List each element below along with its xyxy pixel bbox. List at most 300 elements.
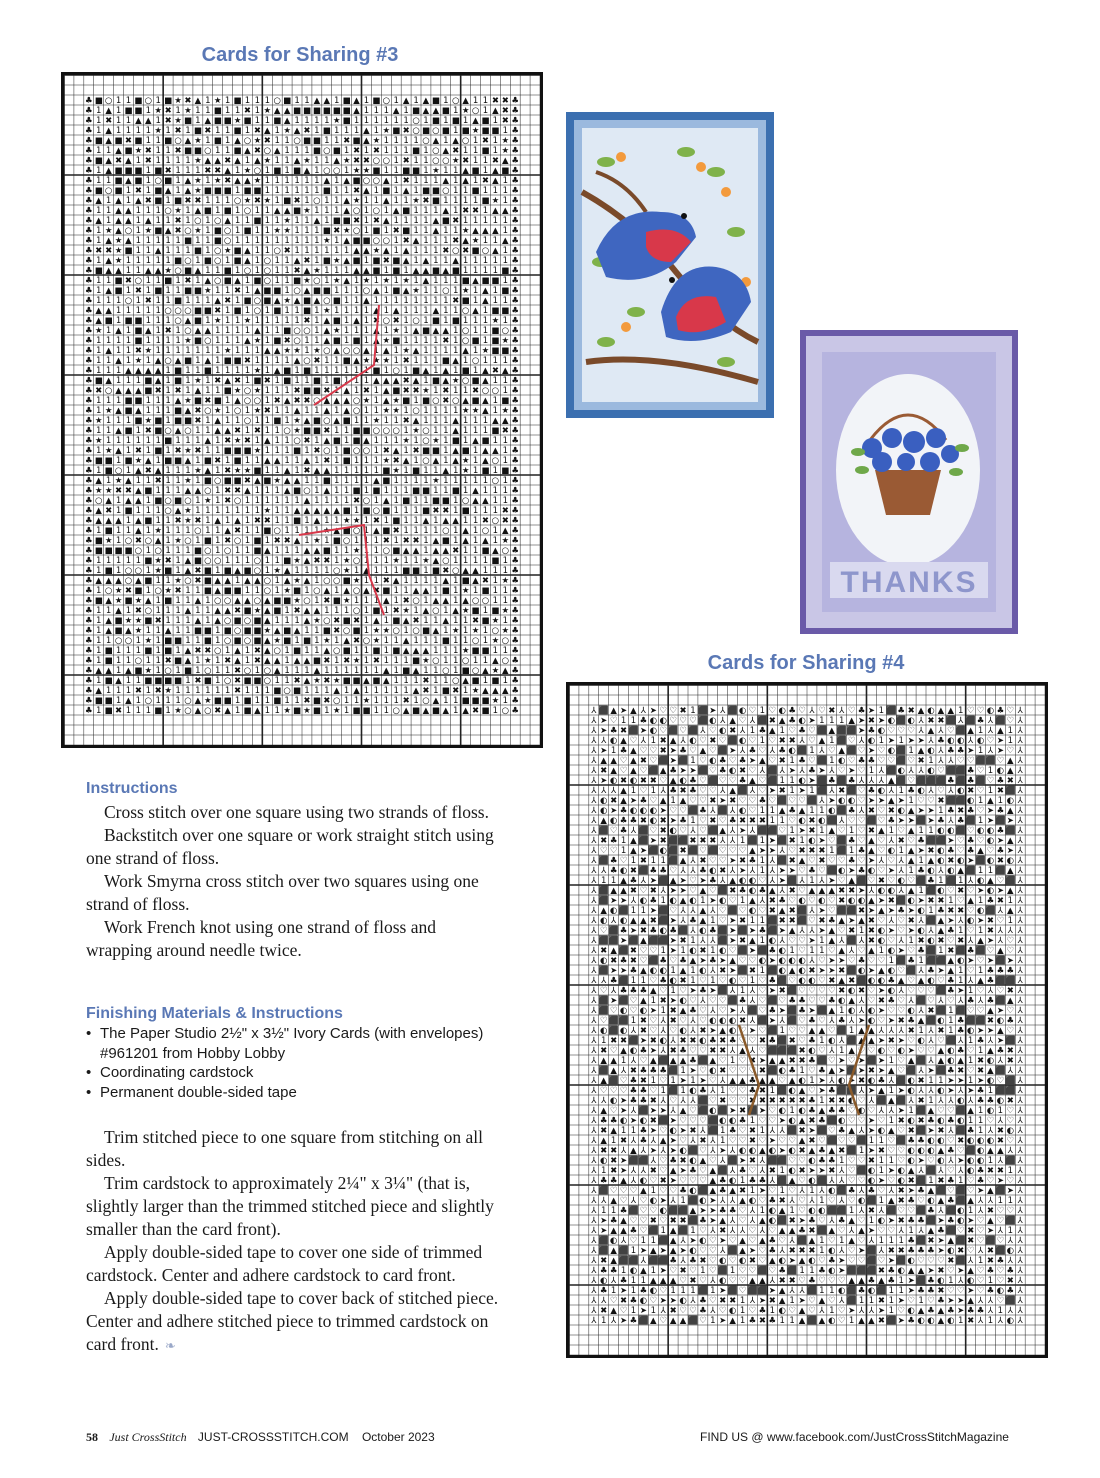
svg-text:▲: ▲ — [154, 465, 162, 476]
svg-text:■: ■ — [203, 205, 212, 216]
svg-text:1: 1 — [443, 415, 449, 426]
svg-text:1: 1 — [264, 565, 271, 576]
svg-text:♣: ♣ — [907, 785, 915, 796]
svg-text:★: ★ — [392, 465, 401, 476]
svg-text:◐: ◐ — [887, 985, 896, 996]
svg-text:★: ★ — [372, 355, 381, 366]
svg-text:✖: ✖ — [303, 315, 311, 326]
svg-text:○: ○ — [372, 505, 381, 516]
svg-text:1: 1 — [502, 435, 509, 446]
svg-text:♣: ♣ — [84, 125, 93, 136]
svg-text:★: ★ — [253, 335, 262, 346]
svg-text:♣: ♣ — [511, 675, 520, 686]
svg-text:★: ★ — [412, 425, 420, 436]
svg-text:➤: ➤ — [927, 1065, 935, 1076]
svg-text:■: ■ — [302, 425, 311, 436]
svg-text:⅄: ⅄ — [749, 715, 756, 726]
svg-text:▲: ▲ — [154, 245, 162, 256]
svg-text:♣: ♣ — [907, 955, 915, 966]
svg-text:⬛: ⬛ — [945, 1035, 957, 1046]
svg-text:1: 1 — [105, 275, 112, 286]
svg-text:⅄: ⅄ — [640, 875, 646, 886]
svg-text:⬛: ⬛ — [796, 905, 808, 916]
svg-text:◐: ◐ — [659, 715, 667, 726]
svg-text:1: 1 — [244, 525, 251, 536]
svg-text:✖: ✖ — [224, 175, 232, 186]
svg-text:■: ■ — [382, 185, 391, 196]
svg-text:▲: ▲ — [323, 335, 331, 346]
svg-text:○: ○ — [213, 215, 222, 226]
svg-text:◐: ◐ — [867, 865, 876, 876]
svg-text:1: 1 — [264, 95, 271, 106]
svg-text:♣: ♣ — [511, 135, 520, 146]
svg-text:♣: ♣ — [976, 715, 985, 726]
svg-text:1: 1 — [333, 305, 340, 316]
svg-text:1: 1 — [125, 685, 132, 696]
svg-text:■: ■ — [332, 435, 341, 446]
svg-text:1: 1 — [363, 105, 370, 116]
svg-text:⅄: ⅄ — [948, 1125, 954, 1136]
svg-text:■: ■ — [342, 575, 351, 586]
svg-text:1: 1 — [125, 115, 132, 126]
svg-text:✖: ✖ — [619, 725, 628, 736]
svg-text:1: 1 — [274, 195, 280, 206]
svg-text:★: ★ — [352, 545, 361, 556]
svg-text:✖: ✖ — [986, 1015, 995, 1026]
svg-text:⬛: ⬛ — [836, 905, 848, 916]
svg-text:■: ■ — [193, 145, 202, 156]
svg-text:1: 1 — [967, 1075, 974, 1086]
svg-text:⅄: ⅄ — [749, 785, 756, 796]
svg-text:♣: ♣ — [511, 695, 520, 706]
svg-text:▲: ▲ — [323, 405, 331, 416]
svg-text:♡: ♡ — [798, 1035, 806, 1046]
svg-text:1: 1 — [333, 285, 340, 296]
svg-text:■: ■ — [352, 255, 361, 266]
svg-text:✖: ✖ — [402, 155, 410, 166]
svg-text:■: ■ — [164, 645, 173, 656]
svg-text:✖: ✖ — [462, 155, 470, 166]
svg-text:1: 1 — [115, 335, 122, 346]
svg-text:■: ■ — [223, 475, 232, 486]
svg-text:♡: ♡ — [718, 915, 727, 926]
svg-text:1: 1 — [650, 785, 657, 796]
svg-text:1: 1 — [343, 305, 350, 316]
svg-text:✖: ✖ — [95, 245, 103, 256]
svg-text:1: 1 — [1007, 895, 1014, 906]
svg-text:♣: ♣ — [937, 735, 945, 746]
svg-text:■: ■ — [144, 555, 153, 566]
svg-text:1: 1 — [433, 585, 439, 596]
svg-text:✖: ✖ — [758, 1065, 766, 1076]
svg-text:♣: ♣ — [857, 755, 866, 766]
svg-text:1: 1 — [324, 705, 330, 716]
svg-text:➤: ➤ — [877, 795, 885, 806]
svg-text:♣: ♣ — [84, 535, 93, 546]
svg-text:♡: ♡ — [669, 905, 677, 916]
svg-text:○: ○ — [233, 195, 242, 206]
svg-text:1: 1 — [214, 435, 221, 446]
svg-text:♣: ♣ — [629, 985, 638, 996]
svg-text:○: ○ — [313, 195, 321, 206]
svg-text:⬛: ⬛ — [707, 1115, 719, 1126]
svg-text:■: ■ — [134, 335, 143, 346]
svg-text:♡: ♡ — [699, 815, 707, 826]
svg-text:1: 1 — [472, 535, 479, 546]
svg-text:⅄: ⅄ — [1017, 745, 1023, 756]
svg-text:⬛: ⬛ — [766, 775, 778, 786]
svg-text:1: 1 — [234, 235, 241, 246]
svg-text:✖: ✖ — [392, 315, 400, 326]
svg-text:1: 1 — [482, 355, 489, 366]
svg-text:♣: ♣ — [84, 625, 93, 636]
svg-text:1: 1 — [284, 185, 290, 196]
svg-text:1: 1 — [234, 265, 241, 276]
svg-text:1: 1 — [492, 295, 499, 306]
svg-text:■: ■ — [431, 495, 440, 506]
svg-text:▲: ▲ — [373, 325, 380, 336]
svg-text:1: 1 — [343, 425, 350, 436]
svg-text:▲: ▲ — [214, 585, 221, 596]
svg-text:★: ★ — [164, 685, 172, 696]
svg-text:1: 1 — [125, 445, 132, 456]
svg-text:♣: ♣ — [84, 305, 93, 316]
svg-text:★: ★ — [392, 325, 401, 336]
svg-text:⅄: ⅄ — [591, 955, 597, 966]
svg-text:1: 1 — [373, 455, 380, 466]
svg-text:⬛: ⬛ — [657, 1115, 669, 1126]
svg-text:1: 1 — [95, 285, 102, 296]
svg-text:1: 1 — [403, 685, 409, 696]
svg-text:○: ○ — [352, 405, 361, 416]
svg-text:■: ■ — [213, 105, 222, 116]
svg-text:■: ■ — [273, 115, 282, 126]
svg-text:■: ■ — [233, 95, 242, 106]
svg-text:♡: ♡ — [788, 935, 796, 946]
svg-text:1: 1 — [205, 615, 211, 626]
svg-text:⅄: ⅄ — [620, 1065, 627, 1076]
svg-text:■: ■ — [94, 155, 103, 166]
svg-text:1: 1 — [284, 495, 290, 506]
svg-text:✖: ✖ — [778, 735, 786, 746]
svg-text:♡: ♡ — [619, 1085, 628, 1096]
svg-text:✖: ✖ — [738, 765, 747, 776]
svg-text:➤: ➤ — [867, 1115, 876, 1126]
svg-text:▲: ▲ — [135, 195, 142, 206]
svg-text:▲: ▲ — [452, 425, 459, 436]
svg-text:◐: ◐ — [808, 1045, 816, 1056]
svg-text:1: 1 — [205, 415, 211, 426]
svg-text:✖: ✖ — [233, 285, 242, 296]
svg-text:♣: ♣ — [708, 955, 717, 966]
svg-text:▲: ▲ — [669, 875, 677, 886]
svg-text:■: ■ — [461, 365, 470, 376]
svg-text:▲: ▲ — [204, 115, 212, 126]
svg-text:1: 1 — [115, 365, 122, 376]
svg-text:✖: ✖ — [224, 435, 232, 446]
svg-text:▲: ▲ — [402, 95, 410, 106]
svg-text:★: ★ — [402, 275, 410, 286]
svg-text:⬛: ⬛ — [915, 1105, 927, 1116]
svg-text:○: ○ — [204, 335, 212, 346]
svg-text:♣: ♣ — [84, 555, 93, 566]
svg-text:➤: ➤ — [897, 1105, 905, 1116]
svg-text:♡: ♡ — [927, 795, 935, 806]
svg-text:▲: ▲ — [402, 645, 410, 656]
svg-text:1: 1 — [413, 275, 419, 286]
svg-text:▲: ▲ — [868, 895, 875, 906]
svg-text:1: 1 — [462, 215, 469, 226]
svg-text:▲: ▲ — [412, 415, 420, 426]
svg-text:▲: ▲ — [323, 435, 331, 446]
svg-text:1: 1 — [244, 655, 251, 666]
svg-text:■: ■ — [402, 395, 411, 406]
svg-text:♡: ♡ — [966, 1065, 975, 1076]
svg-text:▲: ▲ — [412, 375, 420, 386]
svg-text:⅄: ⅄ — [799, 735, 805, 746]
instruction-paragraph: Cross stitch over one square using two strands of floss. — [104, 802, 489, 822]
svg-text:♣: ♣ — [699, 985, 707, 996]
svg-text:■: ■ — [342, 525, 351, 536]
svg-text:♡: ♡ — [827, 905, 836, 916]
svg-text:1: 1 — [443, 345, 449, 356]
svg-text:1: 1 — [620, 845, 627, 856]
svg-text:♣: ♣ — [511, 105, 520, 116]
svg-text:○: ○ — [233, 535, 242, 546]
svg-text:➤: ➤ — [629, 925, 638, 936]
svg-text:✖: ✖ — [432, 505, 440, 516]
svg-text:▲: ▲ — [313, 215, 321, 226]
svg-text:▲: ▲ — [452, 605, 459, 616]
svg-text:1: 1 — [472, 475, 479, 486]
svg-text:■: ■ — [144, 485, 153, 496]
svg-text:✖: ✖ — [243, 475, 252, 486]
svg-text:1: 1 — [165, 445, 171, 456]
svg-text:⬛: ⬛ — [598, 895, 610, 906]
svg-text:1: 1 — [710, 915, 716, 926]
svg-text:◐: ◐ — [907, 895, 915, 906]
svg-text:♣: ♣ — [857, 865, 866, 876]
svg-text:1: 1 — [314, 595, 320, 606]
svg-text:1: 1 — [125, 655, 132, 666]
svg-text:◐: ◐ — [837, 1115, 846, 1126]
svg-text:⅄: ⅄ — [918, 715, 924, 726]
svg-text:★: ★ — [471, 125, 480, 136]
svg-text:○: ○ — [372, 425, 381, 436]
svg-text:✖: ✖ — [719, 865, 727, 876]
svg-text:♡: ♡ — [639, 955, 648, 966]
svg-text:1: 1 — [264, 365, 271, 376]
svg-text:★: ★ — [154, 525, 163, 536]
svg-text:1: 1 — [977, 1045, 984, 1056]
svg-text:1: 1 — [363, 615, 370, 626]
svg-text:■: ■ — [362, 425, 371, 436]
svg-text:○: ○ — [481, 385, 490, 396]
svg-text:➤: ➤ — [669, 935, 677, 946]
svg-text:1: 1 — [145, 175, 152, 186]
svg-text:1: 1 — [95, 275, 102, 286]
svg-text:⅄: ⅄ — [1017, 985, 1023, 996]
svg-text:♣: ♣ — [887, 815, 896, 826]
svg-text:■: ■ — [114, 165, 123, 176]
svg-text:♣: ♣ — [84, 545, 93, 556]
svg-text:1: 1 — [443, 655, 449, 666]
svg-text:⅄: ⅄ — [908, 995, 914, 1006]
svg-text:♡: ♡ — [748, 805, 757, 816]
svg-text:⅄: ⅄ — [968, 935, 974, 946]
svg-text:▲: ▲ — [868, 835, 875, 846]
svg-text:▲: ▲ — [600, 905, 607, 916]
svg-text:○: ○ — [273, 95, 281, 106]
svg-text:■: ■ — [104, 565, 113, 576]
svg-text:✖: ✖ — [323, 425, 331, 436]
svg-text:○: ○ — [481, 525, 490, 536]
svg-text:✖: ✖ — [699, 1135, 707, 1146]
svg-text:■: ■ — [293, 445, 302, 456]
svg-text:⅄: ⅄ — [591, 1115, 597, 1126]
svg-text:▲: ▲ — [105, 135, 112, 146]
svg-text:1: 1 — [135, 645, 142, 656]
svg-text:○: ○ — [263, 255, 272, 266]
svg-text:➤: ➤ — [897, 945, 905, 956]
svg-text:▲: ▲ — [115, 195, 122, 206]
svg-text:■: ■ — [114, 545, 123, 556]
svg-text:1: 1 — [492, 435, 499, 446]
svg-text:▲: ▲ — [610, 1065, 617, 1076]
svg-text:▲: ▲ — [115, 325, 122, 336]
svg-text:♡: ♡ — [937, 785, 945, 796]
svg-text:♣: ♣ — [84, 605, 93, 616]
svg-text:○: ○ — [164, 495, 172, 506]
svg-text:1: 1 — [799, 1065, 805, 1076]
svg-text:1: 1 — [353, 305, 360, 316]
svg-text:✖: ✖ — [927, 845, 935, 856]
svg-text:⬛: ⬛ — [915, 815, 927, 826]
svg-text:★: ★ — [432, 435, 440, 446]
svg-text:★: ★ — [104, 225, 113, 236]
svg-text:★: ★ — [382, 125, 391, 136]
svg-text:♣: ♣ — [511, 165, 520, 176]
svg-text:1: 1 — [452, 555, 459, 566]
svg-text:■: ■ — [471, 645, 480, 656]
svg-text:✖: ✖ — [402, 355, 410, 366]
svg-text:▲: ▲ — [194, 615, 202, 626]
svg-text:◐: ◐ — [718, 1115, 727, 1126]
svg-text:⬛: ⬛ — [766, 1065, 778, 1076]
svg-text:✖: ✖ — [887, 1035, 895, 1046]
svg-text:➤: ➤ — [907, 815, 915, 826]
svg-text:◐: ◐ — [887, 745, 896, 756]
svg-text:▲: ▲ — [164, 185, 172, 196]
svg-text:◐: ◐ — [917, 1145, 925, 1156]
svg-text:◐: ◐ — [996, 765, 1005, 776]
svg-text:▲: ▲ — [323, 465, 331, 476]
svg-text:⬛: ⬛ — [836, 775, 848, 786]
svg-text:▲: ▲ — [422, 585, 430, 596]
svg-text:1: 1 — [185, 295, 191, 306]
svg-text:▲: ▲ — [838, 915, 845, 926]
svg-text:♡: ♡ — [629, 1005, 638, 1016]
svg-text:1: 1 — [145, 305, 152, 316]
svg-text:■: ■ — [183, 285, 192, 296]
svg-text:✖: ✖ — [471, 205, 480, 216]
svg-text:➤: ➤ — [639, 725, 647, 736]
svg-text:▲: ▲ — [699, 745, 707, 756]
svg-text:♡: ♡ — [966, 925, 975, 936]
svg-text:♡: ♡ — [897, 1145, 906, 1156]
svg-text:♣: ♣ — [84, 95, 93, 106]
svg-text:■: ■ — [203, 585, 212, 596]
svg-text:1: 1 — [393, 585, 399, 596]
svg-text:⬛: ⬛ — [836, 1025, 848, 1036]
svg-text:➤: ➤ — [768, 1015, 776, 1026]
svg-text:♣: ♣ — [679, 815, 687, 826]
svg-text:■: ■ — [233, 635, 242, 646]
svg-text:1: 1 — [710, 945, 716, 956]
svg-text:1: 1 — [482, 165, 489, 176]
svg-text:⅄: ⅄ — [829, 1015, 835, 1026]
svg-text:THANKS: THANKS — [840, 566, 978, 599]
svg-text:⅄: ⅄ — [591, 915, 597, 926]
svg-text:✖: ✖ — [204, 125, 212, 136]
svg-text:★: ★ — [243, 165, 252, 176]
svg-text:✖: ✖ — [501, 105, 509, 116]
svg-text:1: 1 — [452, 695, 459, 706]
svg-text:1: 1 — [492, 535, 499, 546]
svg-text:▲: ▲ — [492, 415, 499, 426]
svg-text:♣: ♣ — [84, 485, 93, 496]
svg-text:➤: ➤ — [996, 835, 1004, 846]
svg-text:1: 1 — [987, 765, 994, 776]
svg-text:▲: ▲ — [907, 1055, 915, 1066]
svg-text:▲: ▲ — [462, 165, 469, 176]
svg-text:♡: ♡ — [867, 955, 876, 966]
svg-text:1: 1 — [95, 145, 102, 156]
svg-text:1: 1 — [324, 535, 330, 546]
svg-text:▲: ▲ — [997, 725, 1004, 736]
svg-text:■: ■ — [154, 195, 163, 206]
svg-text:1: 1 — [224, 95, 231, 106]
svg-text:▲: ▲ — [927, 855, 935, 866]
svg-text:■: ■ — [451, 315, 460, 326]
svg-text:♡: ♡ — [758, 1045, 767, 1056]
svg-text:✖: ✖ — [848, 975, 856, 986]
svg-text:◐: ◐ — [996, 1015, 1005, 1026]
svg-text:✖: ✖ — [996, 785, 1004, 796]
svg-text:▲: ▲ — [204, 465, 212, 476]
svg-text:○: ○ — [223, 225, 232, 236]
svg-text:1: 1 — [175, 565, 181, 576]
svg-text:○: ○ — [114, 635, 123, 646]
svg-text:1: 1 — [383, 265, 390, 276]
svg-text:✖: ✖ — [887, 895, 895, 906]
svg-text:⬛: ⬛ — [727, 705, 738, 716]
svg-text:⬛: ⬛ — [687, 805, 699, 816]
svg-text:1: 1 — [423, 635, 429, 646]
svg-text:★: ★ — [372, 245, 381, 256]
svg-text:▲: ▲ — [184, 455, 192, 466]
svg-text:1: 1 — [304, 585, 310, 596]
svg-text:▲: ▲ — [462, 95, 469, 106]
svg-text:1: 1 — [125, 525, 132, 536]
svg-text:⅄: ⅄ — [739, 725, 746, 736]
svg-text:♡: ♡ — [877, 1015, 886, 1026]
svg-text:◐: ◐ — [778, 1105, 786, 1116]
svg-text:■: ■ — [213, 395, 222, 406]
svg-text:♡: ♡ — [798, 945, 806, 956]
website: JUST-CROSSSTITCH.COM — [197, 1430, 349, 1444]
svg-text:♡: ♡ — [946, 1105, 955, 1116]
